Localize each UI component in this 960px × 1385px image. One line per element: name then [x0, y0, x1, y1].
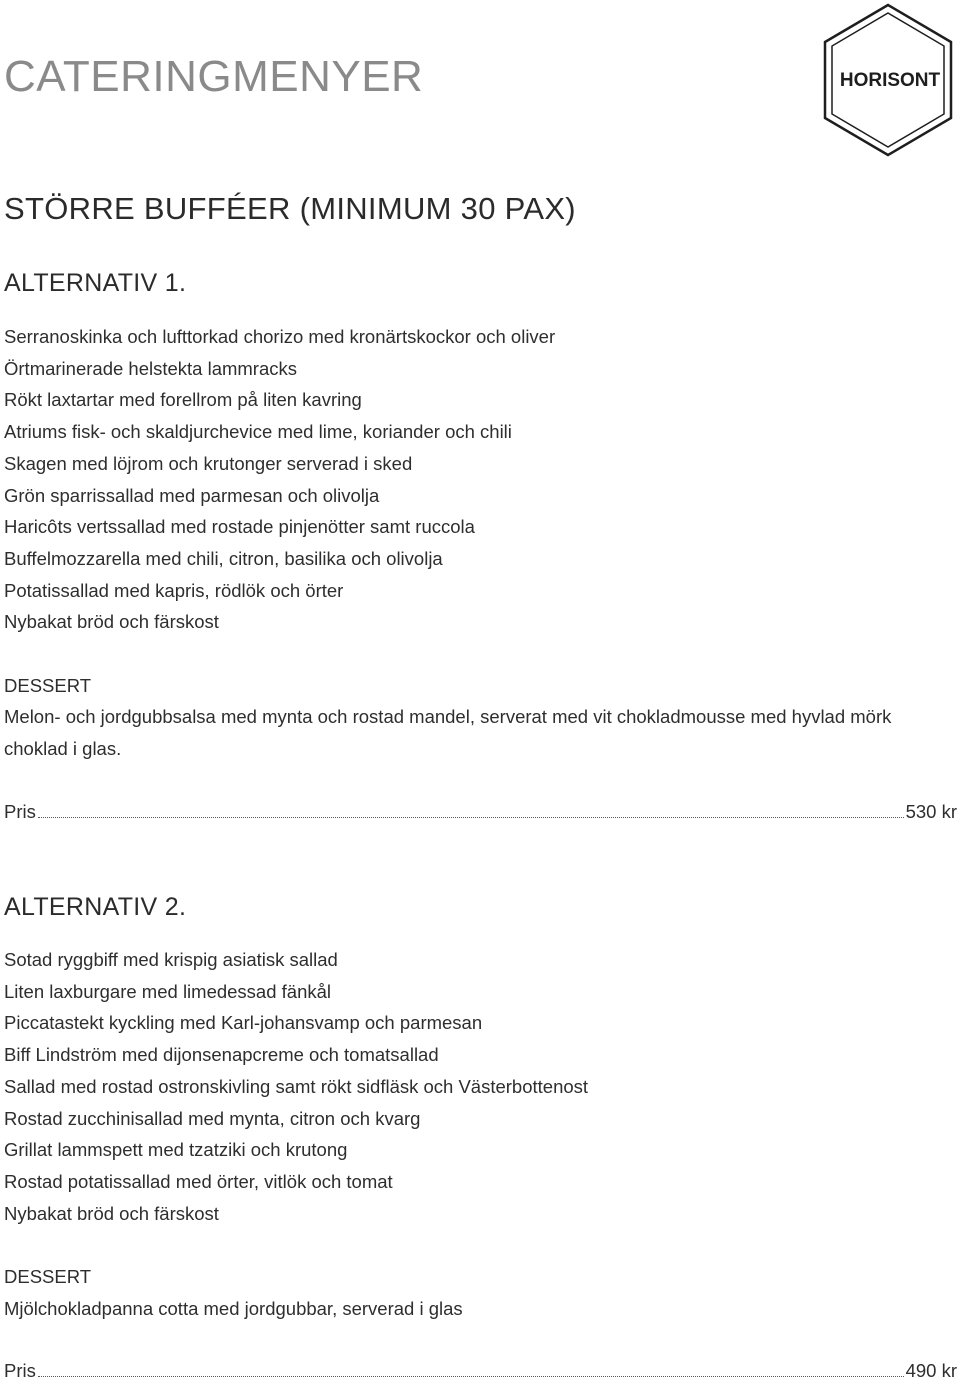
alternative-1-dessert-text: Melon- och jordgubbsalsa med mynta och rostad mandel, serverat med vit chokladmousse med hyvlad mörk choklad i glas. — [4, 706, 892, 759]
hexagon-logo-icon — [820, 2, 956, 158]
list-item: Rökt laxtartar med forellrom på liten kavring — [4, 389, 362, 411]
list-item: Sotad ryggbiff med krispig asiatisk sallad — [4, 949, 338, 970]
list-item: Haricôts vertssallad med rostade pinjenötter samt ruccola — [4, 516, 475, 538]
alternative-2-dessert-text: Mjölchokladpanna cotta med jordgubbar, serverad i glas — [4, 1298, 463, 1319]
list-item: Nybakat bröd och färskost — [4, 611, 219, 633]
list-item: Biff Lindström med dijonsenapcreme och tomatsallad — [4, 1044, 439, 1066]
list-item: Nybakat bröd och färskost — [4, 1202, 219, 1224]
list-item: Rostad potatissallad med örter, vitlök och tomat — [4, 1170, 393, 1192]
dotted-leader — [38, 1375, 904, 1377]
list-item: Örtmarinerade helstekta lammracks — [4, 357, 298, 379]
alternative-2-menu-list — [4, 944, 588, 1229]
price-label: Pris — [4, 1360, 36, 1381]
list-item: Piccatastekt kyckling med Karl-johansvamp och parmesan — [4, 1012, 483, 1034]
price-value: 490 kr — [905, 1360, 957, 1381]
alternative-1-heading: ALTERNATIV 1. — [4, 269, 187, 297]
list-item: Grillat lammspett med tzatziki och krutong — [4, 1139, 348, 1161]
list-item: Skagen med löjrom och krutonger serverad i sked — [4, 452, 413, 474]
list-item: Sallad med rostad ostronskivling samt rökt sidfläsk och Västerbottenost — [4, 1075, 589, 1097]
list-item: Atriums fisk- och skaldjurchevice med lime, koriander och chili — [4, 421, 512, 443]
price-label: Pris — [4, 801, 36, 822]
horisont-logo — [820, 2, 956, 158]
alternative-2-dessert-label: DESSERT — [4, 1266, 92, 1287]
alternative-1-dessert-label: DESSERT — [4, 675, 92, 696]
dotted-leader — [38, 816, 904, 818]
logo-text: HORISONT — [839, 70, 941, 91]
list-item: Liten laxburgare med limedessad fänkål — [4, 980, 332, 1002]
price-value: 530 kr — [905, 801, 957, 822]
alternative-1-price-row — [4, 798, 957, 826]
list-item: Grön sparrissallad med parmesan och olivolja — [4, 484, 380, 506]
alternative-1-menu-list — [4, 321, 555, 638]
list-item: Potatissallad med kapris, rödlök och örter — [4, 579, 344, 601]
list-item: Rostad zucchinisallad med mynta, citron och kvarg — [4, 1107, 421, 1129]
section-heading: STÖRRE BUFFÉER (MINIMUM 30 PAX) — [4, 191, 576, 226]
page-title: CATERINGMENYER — [4, 52, 424, 101]
alternative-2-heading: ALTERNATIV 2. — [4, 893, 187, 921]
list-item: Serranoskinka och lufttorkad chorizo med kronärtskockor och oliver — [4, 326, 556, 347]
list-item: Buffelmozzarella med chili, citron, basilika och olivolja — [4, 547, 443, 569]
